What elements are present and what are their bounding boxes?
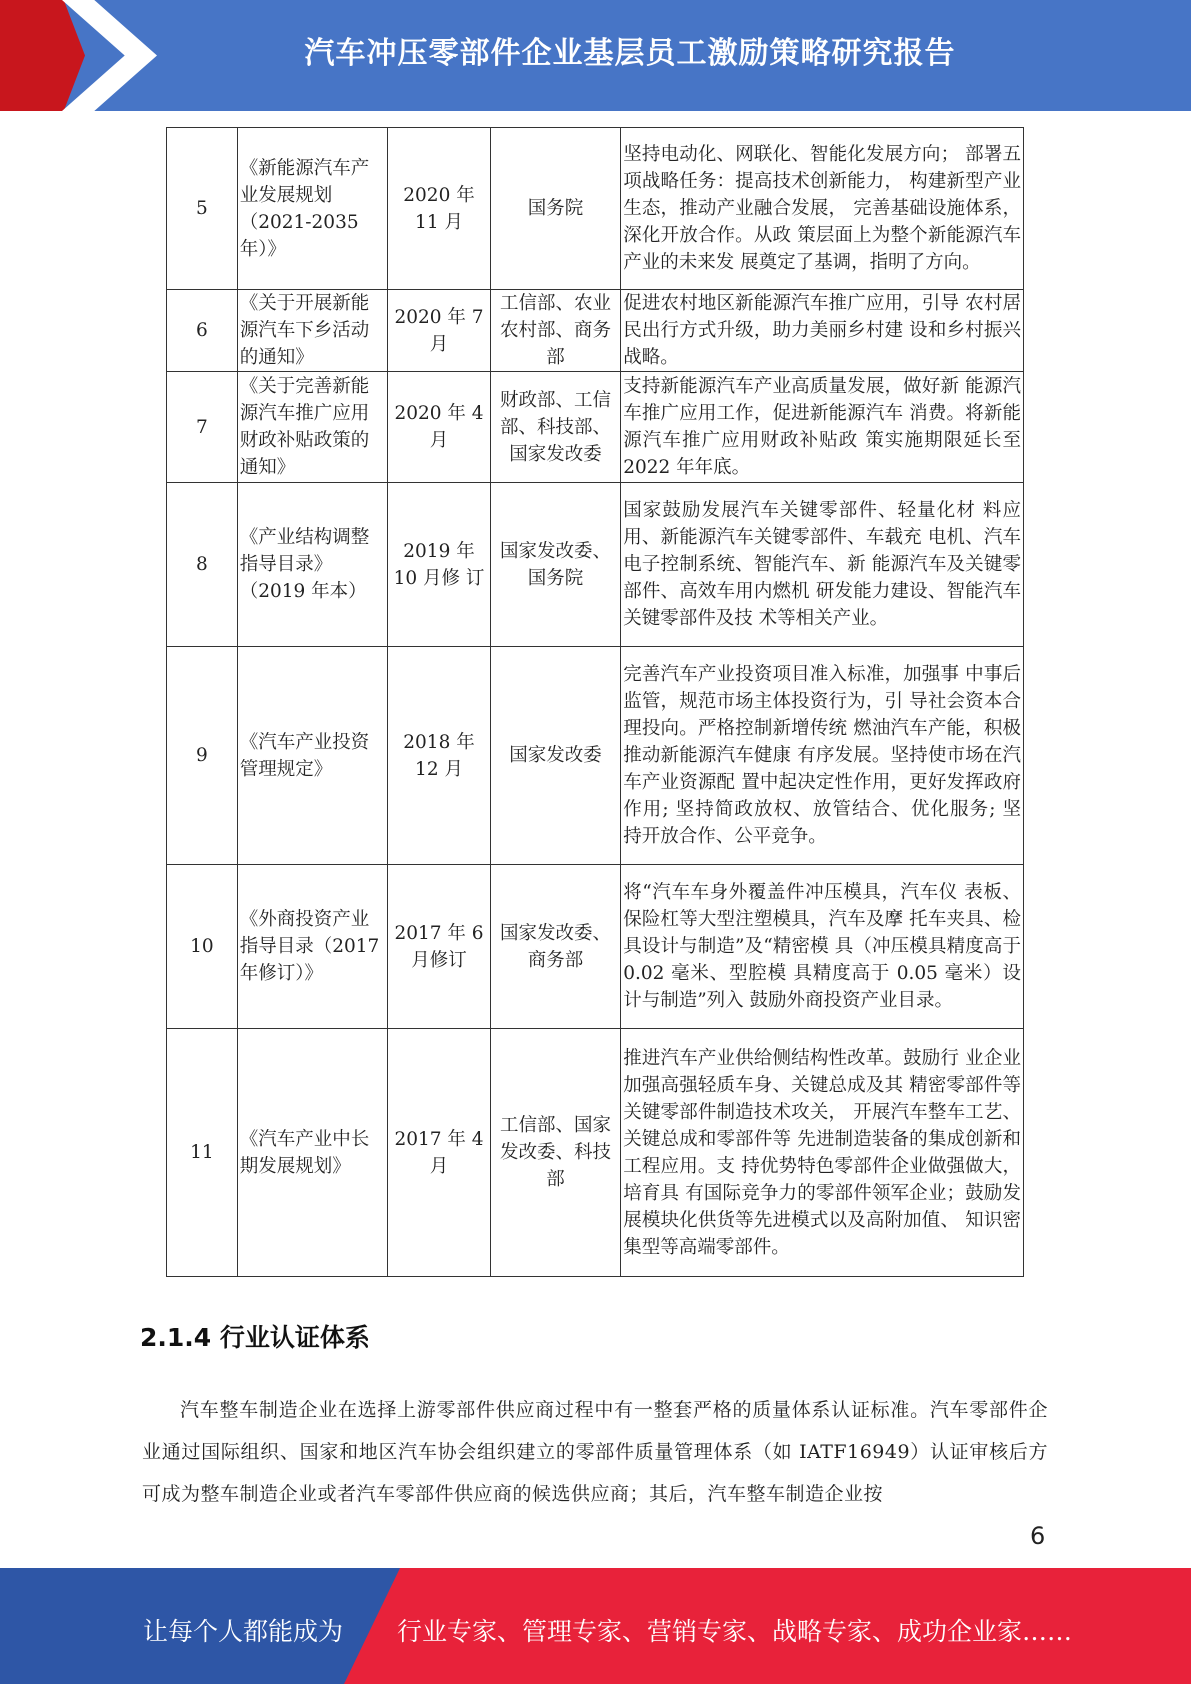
policy-name: 《外商投资产业指导目录（2017 年修订）》 bbox=[237, 865, 387, 1029]
policy-dept: 工信部、农业农村部、商务部 bbox=[490, 290, 620, 372]
body-paragraph: 汽车整车制造企业在选择上游零部件供应商过程中有一整套严格的质量体系认证标准。汽车零部件企业通过国际组织、国家和地区汽车协会组织建立的零部件质量管理体系（如 IATF16949）认证审核后方可成为整车制造企业或者汽车零部件供应商的候选供应商；其后，汽车整车制造企业按 bbox=[142, 1399, 1048, 1505]
policy-name: 《关于开展新能源汽车下乡活动的通知》 bbox=[237, 290, 387, 372]
table-row bbox=[167, 483, 1024, 647]
policy-name: 《产业结构调整指导目录》（2019 年本） bbox=[237, 483, 387, 647]
policy-date: 2020 年 7 月 bbox=[388, 290, 491, 372]
policy-dept: 国家发改委、商务部 bbox=[490, 865, 620, 1029]
policy-date: 2018 年 12 月 bbox=[388, 647, 491, 865]
policy-desc: 促进农村地区新能源汽车推广应用，引导 农村居民出行方式升级，助力美丽乡村建 设和乡村振兴战略。 bbox=[621, 290, 1024, 372]
footer-slogan-left: 让每个人都能成为 bbox=[143, 1617, 344, 1646]
footer-slogan-right: 行业专家、管理专家、营销专家、战略专家、成功企业家…… bbox=[397, 1617, 1073, 1646]
policy-date: 2020 年 4 月 bbox=[388, 372, 491, 483]
report-title: 汽车冲压零部件企业基层员工激励策略研究报告 bbox=[304, 36, 956, 71]
policy-name: 《关于完善新能源汽车推广应用财政补贴政策的通知》 bbox=[237, 372, 387, 483]
policy-name: 《汽车产业投资管理规定》 bbox=[237, 647, 387, 865]
policy-date: 2019 年 10 月修 订 bbox=[388, 483, 491, 647]
policy-dept: 财政部、工信部、科技部、国家发改委 bbox=[490, 372, 620, 483]
table-row bbox=[167, 1029, 1024, 1277]
header-red-arrow bbox=[0, 0, 85, 111]
policy-name: 《汽车产业中长期发展规划》 bbox=[237, 1029, 387, 1277]
section-heading: 2.1.4 行业认证体系 bbox=[140, 1323, 370, 1352]
policy-name: 《新能源汽车产业发展规划（2021-2035年）》 bbox=[237, 128, 387, 290]
table-row bbox=[167, 290, 1024, 372]
table-row bbox=[167, 647, 1024, 865]
page-footer bbox=[0, 1568, 1191, 1684]
policy-dept: 国务院 bbox=[490, 128, 620, 290]
page-number: 6 bbox=[1030, 1522, 1046, 1550]
policy-desc: 推进汽车产业供给侧结构性改革。鼓励行 业企业加强高强轻质车身、关键总成及其 精密零部件等关键零部件制造技术攻关， 开展汽车整车工艺、关键总成和零部件等 先进制造装备的集成创新和工程应用。支 持优势特色零部件企业做强做大，培育具 有国际竞争力的零部件领军企业；鼓励发 展模块化供货等先进模式以及高附加值、 知识密集型等高端零部件。 bbox=[621, 1029, 1024, 1277]
table-row bbox=[167, 865, 1024, 1029]
policy-desc: 将“汽车车身外覆盖件冲压模具，汽车仪 表板、保险杠等大型注塑模具，汽车及摩 托车夹具、检具设计与制造”及“精密模 具（冲压模具精度高于 0.02 毫米、型腔模 具精度高于 0.05 毫米）设计与制造”列入 鼓励外商投资产业目录。 bbox=[621, 865, 1024, 1029]
row-number: 6 bbox=[167, 290, 238, 372]
policy-table bbox=[166, 127, 1024, 1277]
policy-dept: 国家发改委、国务院 bbox=[490, 483, 620, 647]
policy-dept: 国家发改委 bbox=[490, 647, 620, 865]
policy-desc: 支持新能源汽车产业高质量发展，做好新 能源汽车推广应用工作，促进新能源汽车 消费。将新能源汽车推广应用财政补贴政 策实施期限延长至 2022 年年底。 bbox=[621, 372, 1024, 483]
row-number: 9 bbox=[167, 647, 238, 865]
policy-date: 2017 年 6 月修订 bbox=[388, 865, 491, 1029]
row-number: 10 bbox=[167, 865, 238, 1029]
policy-date: 2020 年 11 月 bbox=[388, 128, 491, 290]
row-number: 5 bbox=[167, 128, 238, 290]
table-row bbox=[167, 128, 1024, 290]
policy-desc: 国家鼓励发展汽车关键零部件、轻量化材 料应用、新能源汽车关键零部件、车载充 电机、汽车电子控制系统、智能汽车、新 能源汽车及关键零部件、高效车用内燃机 研发能力建设、智能汽车关键零部件及技 术等相关产业。 bbox=[621, 483, 1024, 647]
row-number: 11 bbox=[167, 1029, 238, 1277]
policy-desc: 完善汽车产业投资项目准入标准，加强事 中事后监管，规范市场主体投资行为，引 导社会资本合理投向。严格控制新增传统 燃油汽车产能，积极推动新能源汽车健康 有序发展。坚持使市场在汽车产业资源配 置中起决定性作用，更好发挥政府作用; 坚持简政放权、放管结合、优化服务; 坚 持开放合作、公平竞争。 bbox=[621, 647, 1024, 865]
row-number: 7 bbox=[167, 372, 238, 483]
page-header bbox=[0, 0, 1191, 111]
policy-date: 2017 年 4 月 bbox=[388, 1029, 491, 1277]
policy-dept: 工信部、国家发改委、科技部 bbox=[490, 1029, 620, 1277]
row-number: 8 bbox=[167, 483, 238, 647]
policy-desc: 坚持电动化、网联化、智能化发展方向； 部署五项战略任务：提高技术创新能力， 构建新型产业生态，推动产业融合发展， 完善基础设施体系，深化开放合作。从政 策层面上为整个新能源汽车产业的未来发 展奠定了基调，指明了方向。 bbox=[621, 128, 1024, 290]
table-row bbox=[167, 372, 1024, 483]
